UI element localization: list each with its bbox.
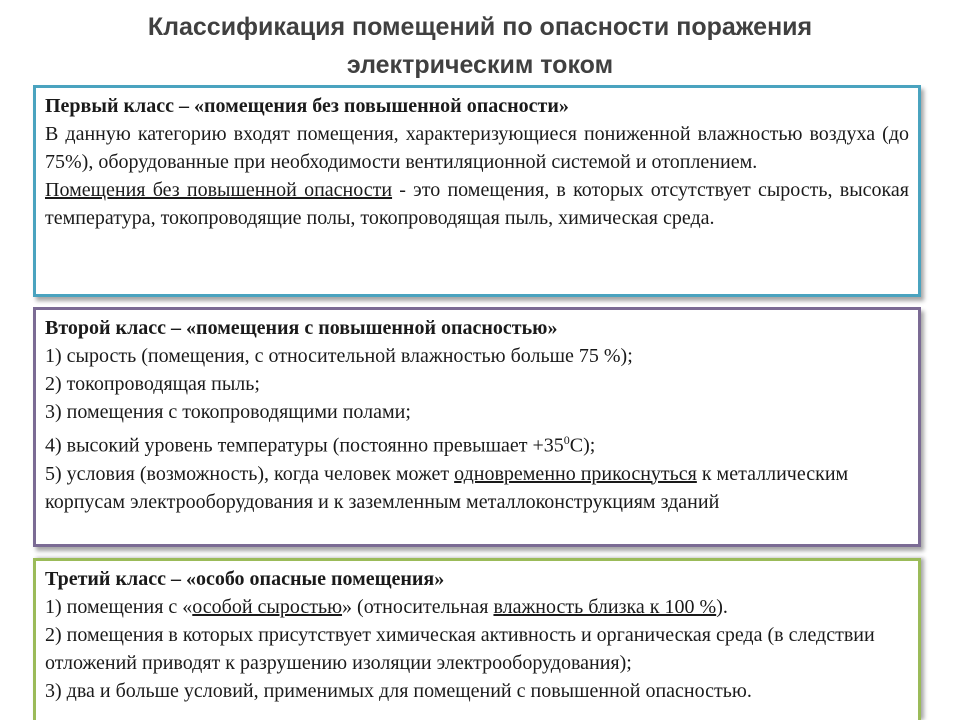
degree-superscript: 0 bbox=[563, 433, 570, 447]
class-1-description: В данную категорию входят помещения, характеризующиеся пониженной влажностью воздуха (до 75%), оборудованные при необходимости вентиляционной системой и отоплением. bbox=[45, 123, 909, 173]
class-2-item-4-text: 4) высокий уровень температуры (постоянно превышает +35 bbox=[45, 434, 564, 457]
class-1-definition bbox=[45, 176, 909, 232]
class-3-item-1-underlined-2: влажность близка к 100 % bbox=[493, 596, 717, 618]
class-3-item-1 bbox=[45, 593, 909, 621]
class-3-item-1-c: ). bbox=[716, 596, 728, 618]
class-2-item-5 bbox=[45, 460, 909, 516]
class-3-item-1-a: 1) помещения с « bbox=[45, 596, 193, 618]
class-3-item-3: 3) два и больше условий, применимых для помещений с повышенной опасностью. bbox=[45, 680, 752, 702]
class-1-definition-term: Помещения без повышенной опасности bbox=[45, 179, 393, 201]
class-2-box bbox=[33, 307, 921, 547]
class-2-item-4-unit: С); bbox=[569, 434, 596, 457]
class-2-item-2: 2) токопроводящая пыль; bbox=[45, 373, 260, 395]
class-3-item-1-b: » (относительная bbox=[342, 596, 494, 618]
class-3-heading: Третий класс – «особо опасные помещения» bbox=[45, 568, 445, 590]
class-2-heading: Второй класс – «помещения с повышенной опасностью» bbox=[45, 317, 558, 339]
class-2-item-3: 3) помещения с токопроводящими полами; bbox=[45, 401, 411, 423]
class-3-item-1-underlined-1: особой сыростью bbox=[192, 596, 343, 618]
class-1-box bbox=[33, 85, 921, 297]
class-2-item-5-text: 5) условия (возможность), когда человек может bbox=[45, 462, 455, 485]
class-1-definition-text: - это помещения, в которых отсутствует сырость, высокая температура, токопроводящие полы, токопроводящая пыль, химическая среда. bbox=[45, 179, 909, 229]
class-2-item-5-underlined: одновременно прикоснуться bbox=[454, 462, 697, 485]
class-2-item-1: 1) сырость (помещения, с относительной влажностью больше 75 %); bbox=[45, 345, 633, 367]
class-2-item-5-rest: к металлическим корпусам электрооборудования и к заземленным металлоконструкциям зданий bbox=[45, 462, 849, 513]
title-line-1: Классификация помещений по опасности поражения bbox=[147, 13, 813, 41]
class-1-heading: Первый класс – «помещения без повышенной опасности» bbox=[45, 95, 569, 117]
class-3-item-2: 2) помещения в которых присутствует химическая активность и органическая среда (в следствии отложений приводят к разрушению изоляции электрооборудования); bbox=[45, 624, 875, 674]
title-line-2: электрическим током bbox=[346, 51, 614, 79]
page-title bbox=[60, 8, 900, 84]
class-2-item-4 bbox=[45, 426, 909, 460]
class-3-box bbox=[33, 558, 921, 720]
